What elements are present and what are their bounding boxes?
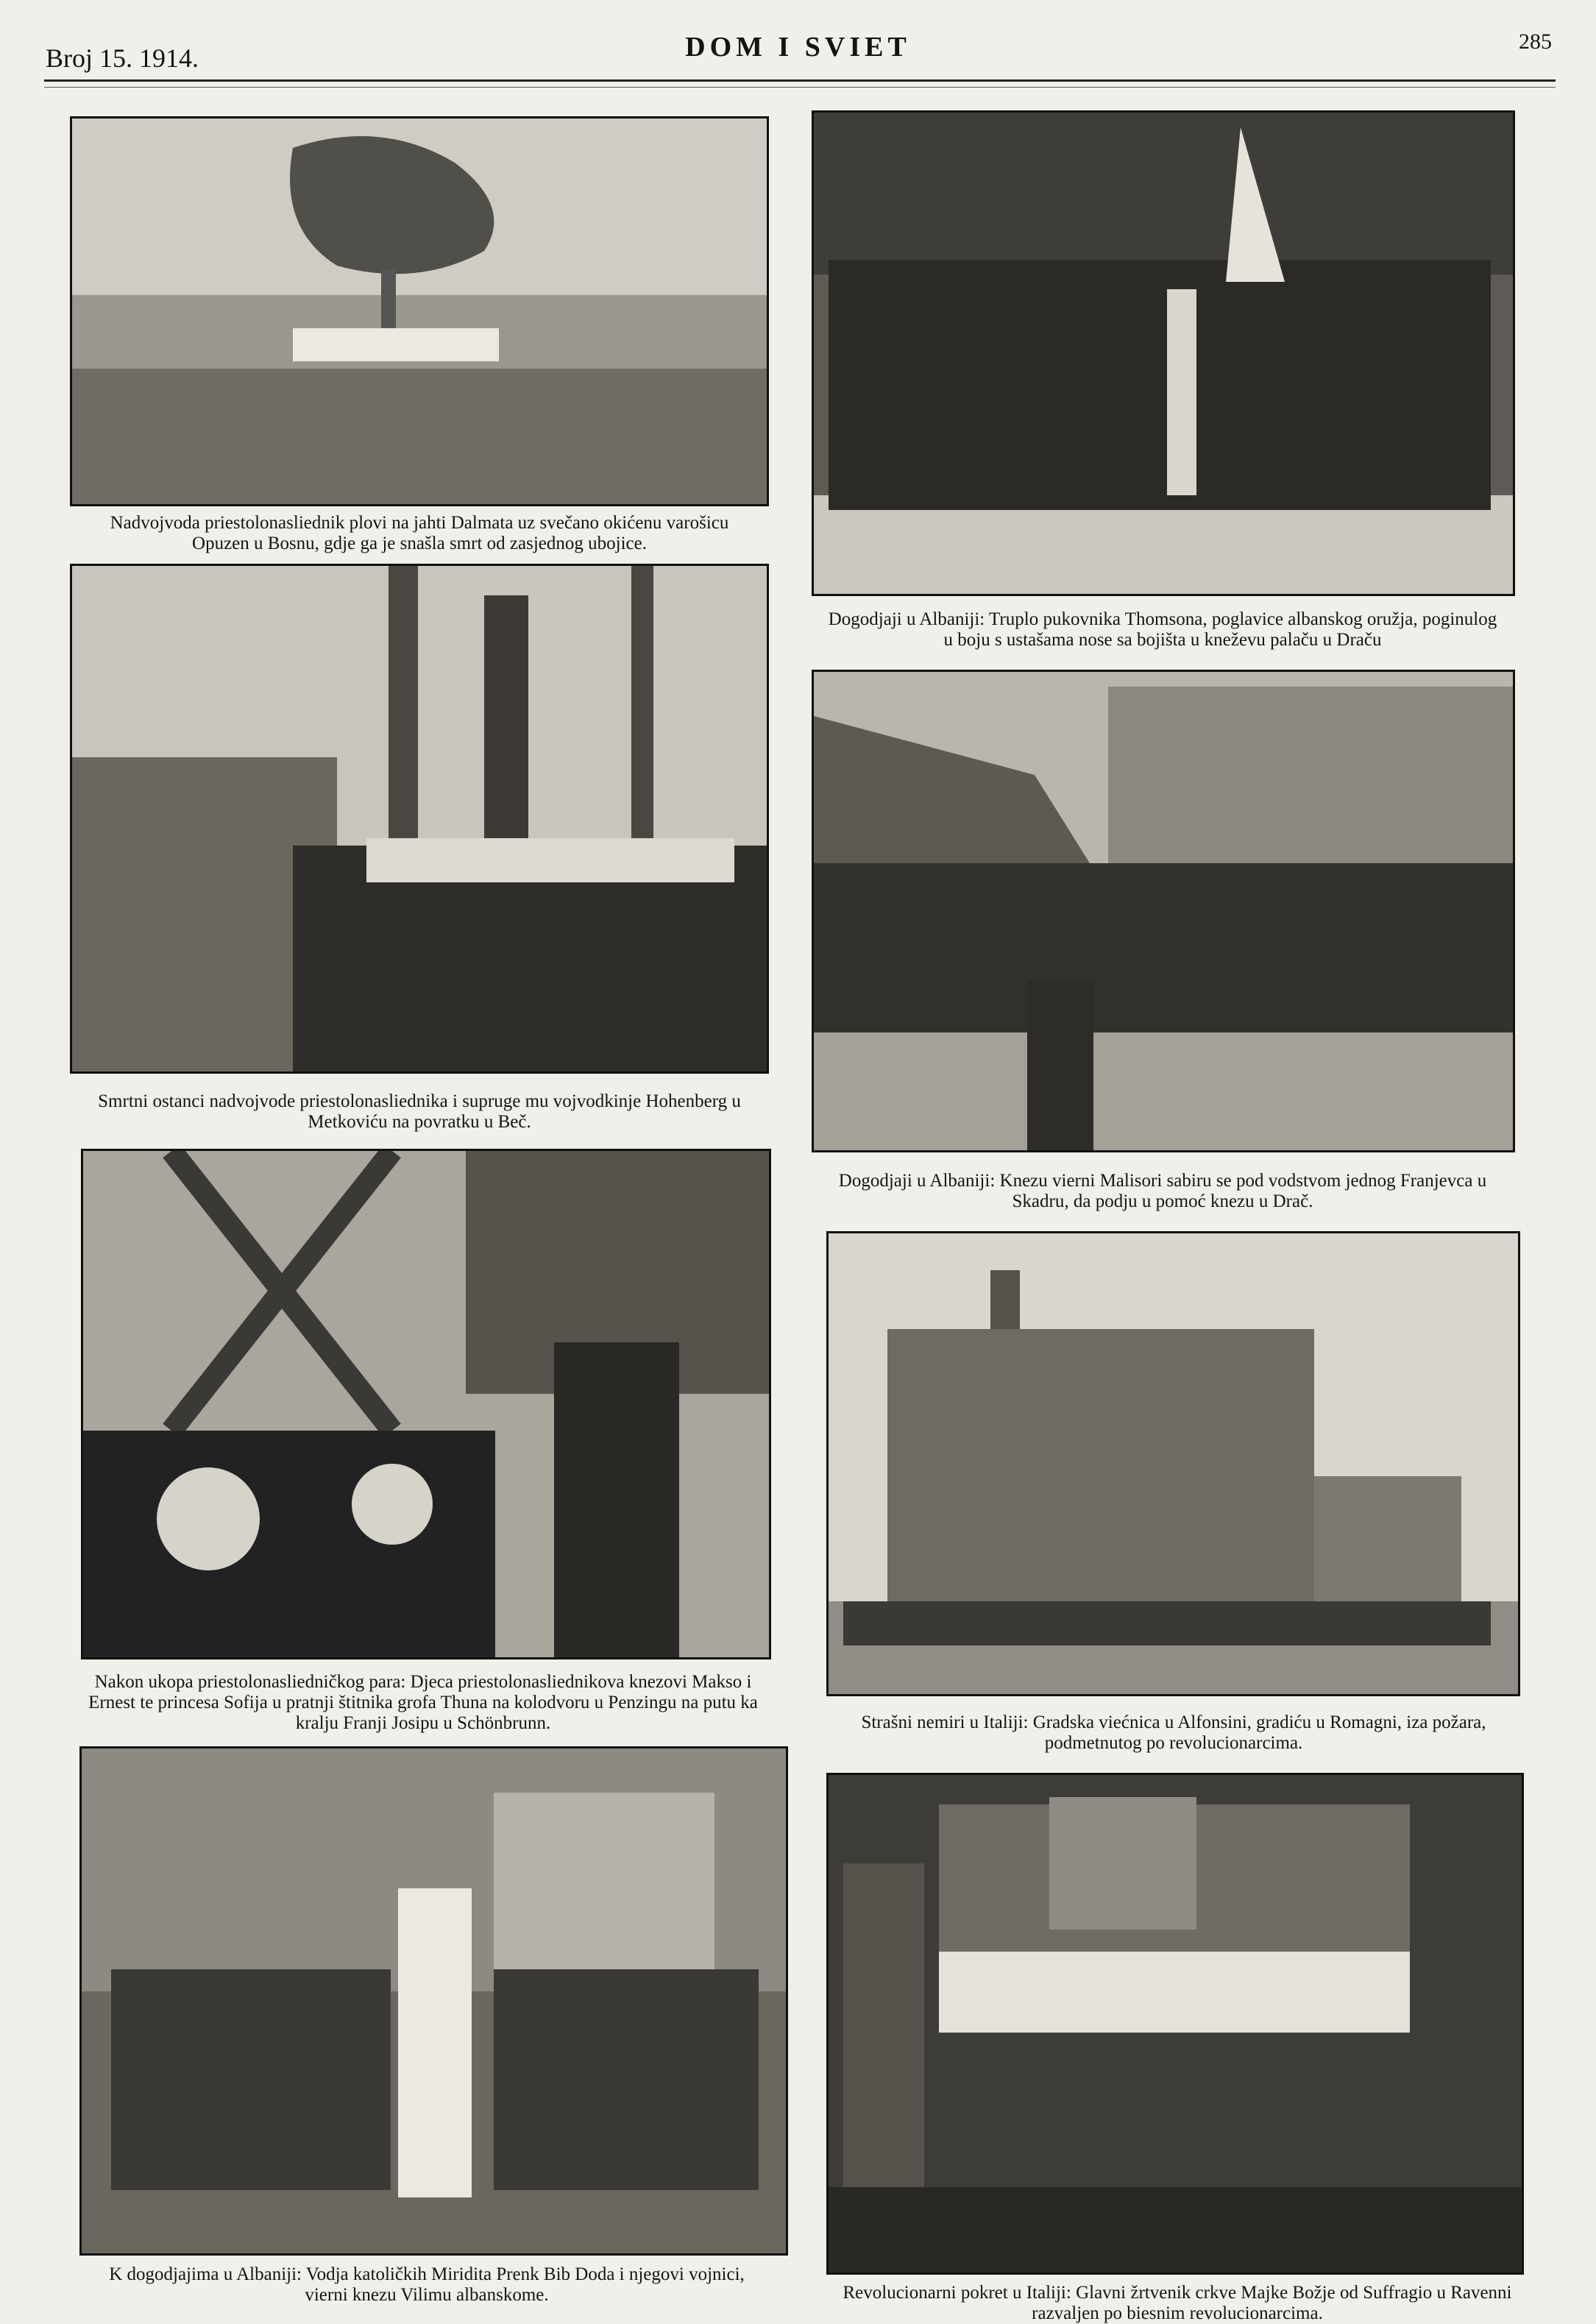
caption-alfonsini: Strašni nemiri u Italiji: Gradska viećnica u Alfonsini, gradiću u Romagni, iza požara, podmetnutog po revolucionarcima.	[861, 1712, 1486, 1753]
caption-ravenna: Revolucionarni pokret u Italiji: Glavni žrtvenik crkve Majke Božje od Suffragio u Ravenni razvaljen po biesnim revolucionarcima.	[843, 2283, 1512, 2323]
photo-malisori-skadar	[812, 670, 1515, 1152]
caption-opuzen: Nadvojvoda priestolonasliednik plovi na jahti Dalmata uz svečano okićenu varošicu Opuzen u Bosnu, gdje ga je snašla smrt od zasjednog ubojice.	[110, 513, 729, 553]
caption-malisori: Dogodjaji u Albaniji: Knezu vierni Malisori sabiru se pod vodstvom jednog Franjevca u Skadru, da podju u pomoć knezu u Drač.	[838, 1171, 1487, 1211]
caption-mirdita: K dogodjajima u Albaniji: Vodja katoličkih Miridita Prenk Bib Doda i njegovi vojnici, vierni knezu Vilimu albanskome.	[109, 2264, 745, 2305]
caption-metkovic: Smrtni ostanci nadvojvode priestolonasliednika i supruge mu vojvodkinje Hohenberg u Metkoviću na povratku u Beč.	[98, 1091, 741, 1132]
caption-children: Nakon ukopa priestolonasliedničkog para: Djeca priestolonasliednikova knezovi Makso i Ernest te princesa Sofija u pratnji štitnika grofa Thuna na kolodvoru u Penzingu na putu ka kralju Franji Josipu u Schönbrunn.	[88, 1672, 758, 1733]
caption-thomson: Dogodjaji u Albaniji: Truplo pukovnika Thomsona, poglavice albanskog oružja, poginulog u boju s ustašama nose sa bojišta u kneževu palaču u Draču	[828, 609, 1497, 650]
issue-number: Broj 15. 1914.	[46, 43, 199, 73]
photo-ravenna-altar	[826, 1773, 1524, 2275]
photo-thomson-funeral	[812, 110, 1515, 596]
header-rule	[44, 79, 1556, 82]
masthead-title: DOM I SVIET	[685, 32, 911, 63]
page-number: 285	[1519, 29, 1552, 54]
photo-mirdita-soldiers	[79, 1746, 788, 2256]
header-rule-thin	[44, 87, 1556, 88]
page-header	[0, 0, 1596, 96]
photo-children-penzing	[81, 1149, 771, 1659]
photo-metkovic-coffin	[70, 564, 769, 1074]
photo-opuzen-yacht	[70, 116, 769, 506]
photo-alfonsini-townhall	[826, 1231, 1520, 1696]
